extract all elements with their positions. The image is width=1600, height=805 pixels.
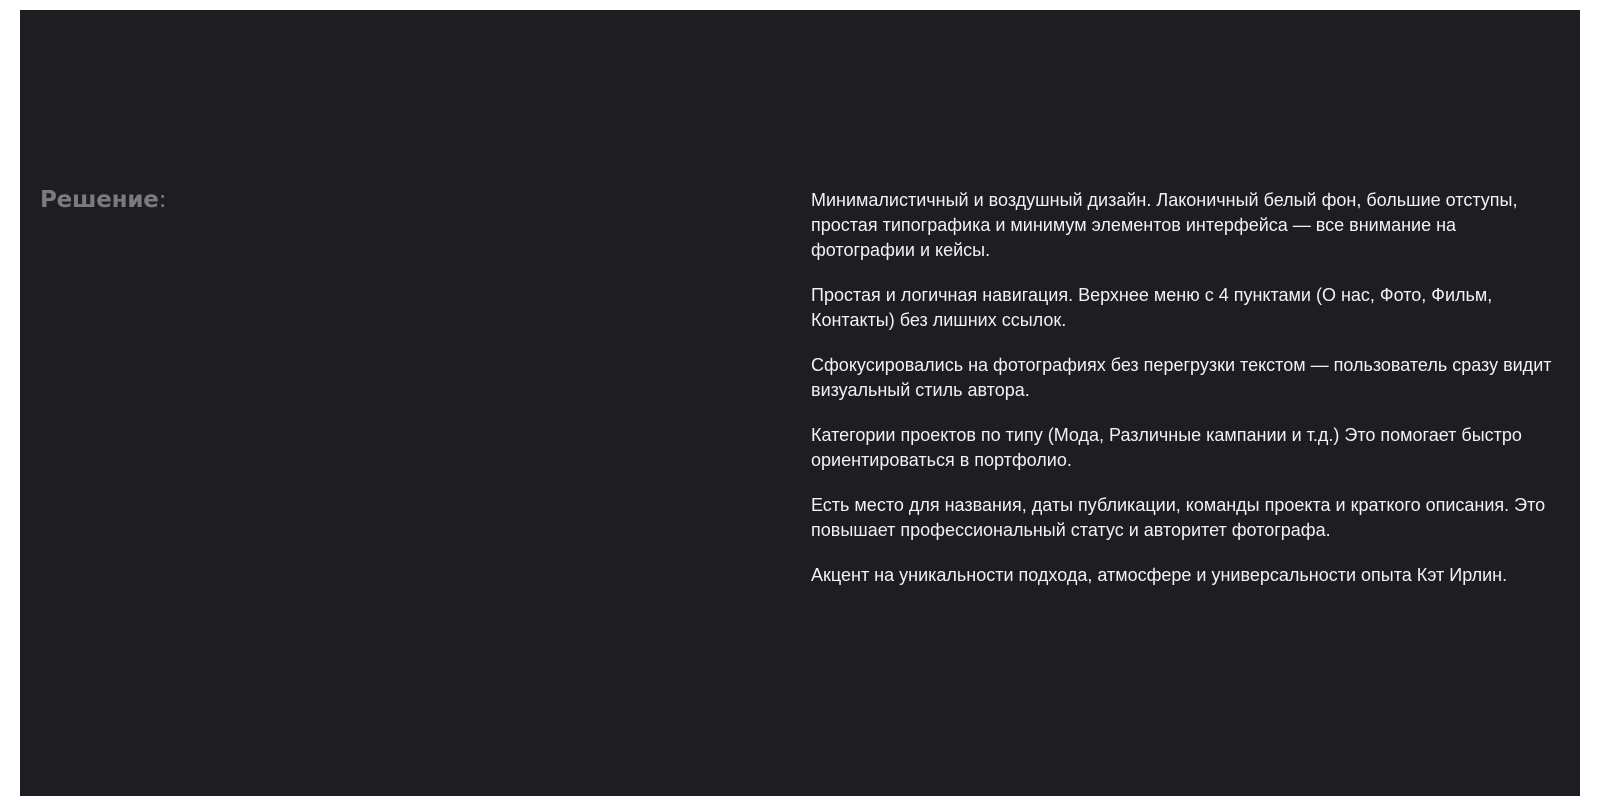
solution-paragraph: Простая и логичная навигация. Верхнее меню с 4 пунктами (О нас, Фото, Фильм, Контакты) без лишних ссылок.	[811, 285, 1493, 330]
section-heading-colon: :	[158, 187, 167, 213]
solution-paragraph: Акцент на уникальности подхода, атмосфере и универсальности опыта Кэт Ирлин.	[811, 565, 1508, 585]
section-heading	[40, 187, 166, 213]
section-heading-text: Решение	[40, 187, 159, 213]
solution-section	[20, 10, 1580, 796]
solution-paragraph: Минималистичный и воздушный дизайн. Лаконичный белый фон, большие отступы, простая типографика и минимум элементов интерфейса — все внимание на фотографии и кейсы.	[811, 190, 1518, 260]
solution-description	[811, 188, 1556, 608]
solution-paragraph: Сфокусировались на фотографиях без перегрузки текстом — пользователь сразу видит визуальный стиль автора.	[811, 355, 1552, 400]
solution-paragraph: Есть место для названия, даты публикации, команды проекта и краткого описания. Это повышает профессиональный статус и авторитет фотографа.	[811, 495, 1546, 540]
solution-paragraph: Категории проектов по типу (Мода, Различные кампании и т.д.) Это помогает быстро ориентироваться в портфолио.	[811, 425, 1522, 470]
